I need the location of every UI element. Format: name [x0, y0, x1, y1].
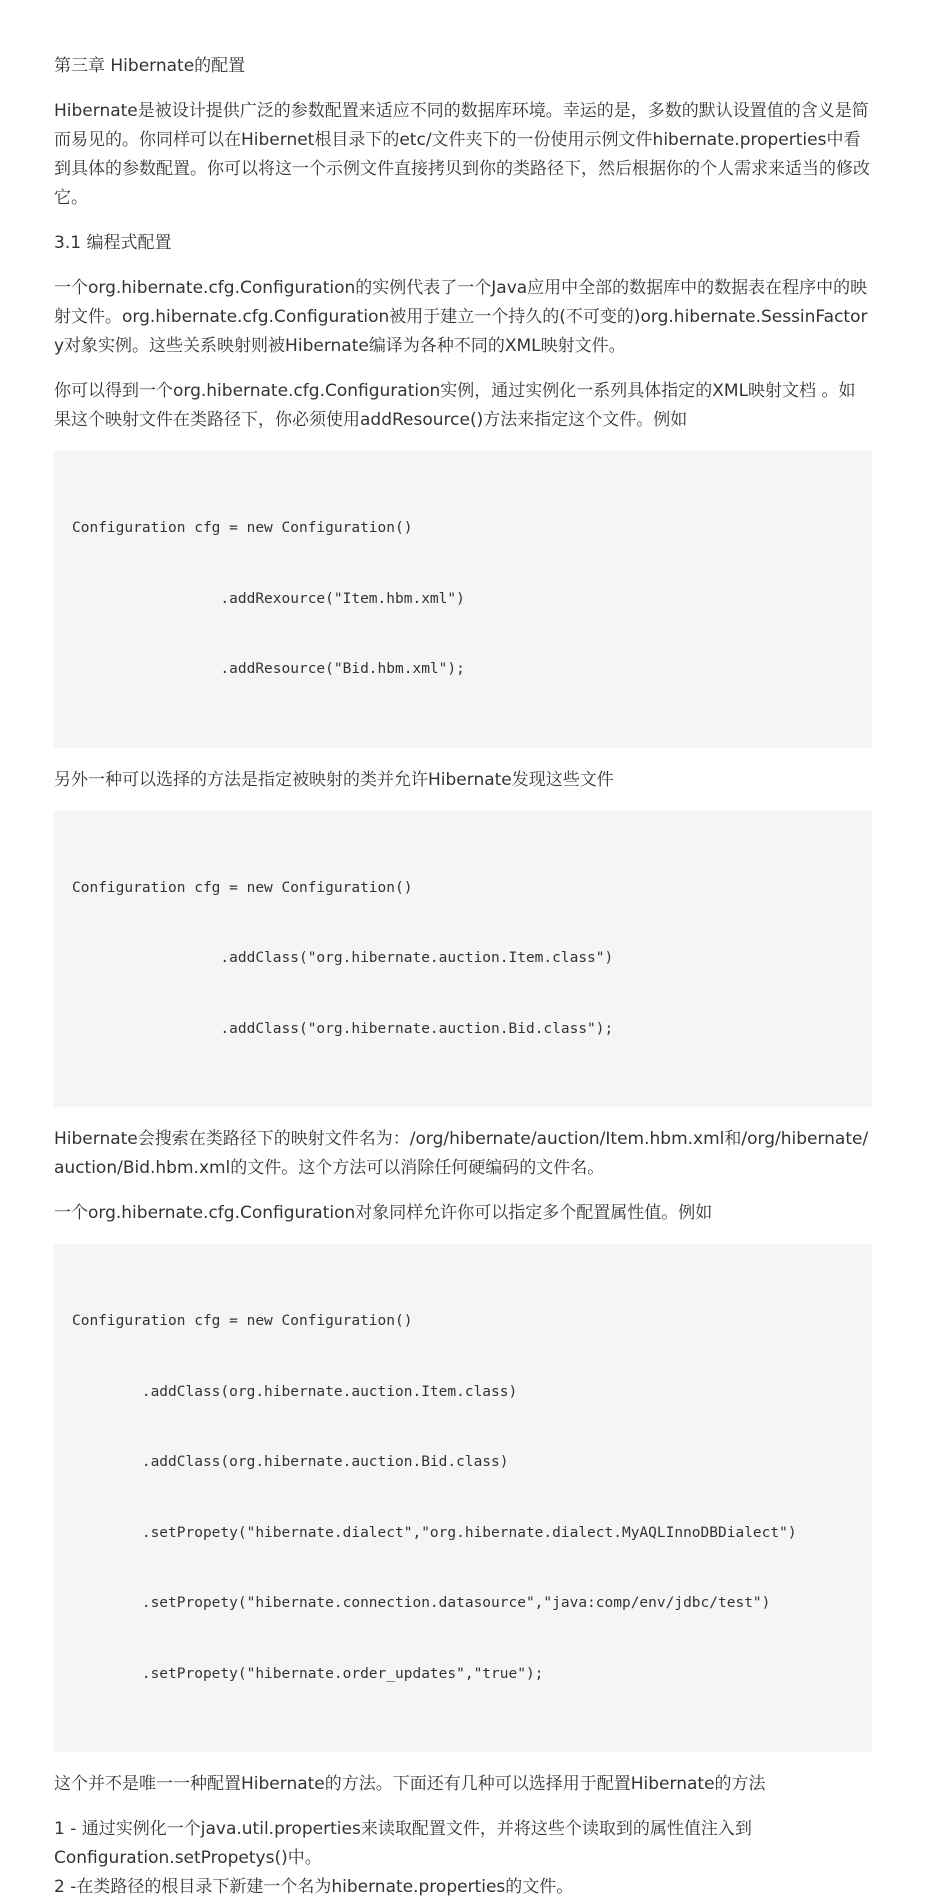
- code-line: .setPropety("hibernate.dialect","org.hibernate.dialect.MyAQLInnoDBDialect"): [72, 1524, 797, 1541]
- code-line: .addResource("Bid.hbm.xml");: [72, 661, 465, 677]
- code-line: .addRexource("Item.hbm.xml"): [72, 590, 465, 607]
- configuration-paragraph: 一个org.hibernate.cfg.Configuration的实例代表了一个Java应用中全部的数据库中的数据表在程序中的映射文件。org.hibernate.cfg.Configuration被用于建立一个持久的(不可变的)org.hibernate.SessinFactory对象实例。这些关系映射则被Hibernate编译为各种不同的XML映射文件。: [54, 278, 868, 356]
- code-line: Configuration cfg = new Configuration(): [72, 879, 413, 896]
- code-line: .addClass("org.hibernate.auction.Item.class"): [72, 950, 614, 966]
- code-line: .addClass("org.hibernate.auction.Bid.class");: [72, 1020, 614, 1037]
- list-item: 2 -在类路径的根目录下新建一个名为hibernate.properties的文件。: [54, 1877, 574, 1897]
- code-line: .addClass(org.hibernate.auction.Bid.class): [72, 1454, 509, 1470]
- options-list: [54, 1815, 872, 1902]
- add-resource-paragraph: 你可以得到一个org.hibernate.cfg.Configuration实例，通过实例化一系列具体指定的XML映射文档 。如果这个映射文件在类路径下，你必须使用addResource()方法来指定这个文件。例如: [54, 381, 856, 430]
- properties-paragraph: 一个org.hibernate.cfg.Configuration对象同样允许你可以指定多个配置属性值。例如: [54, 1203, 713, 1223]
- chapter-title: 第三章 Hibernate的配置: [54, 56, 246, 76]
- code-block-add-resource: [54, 451, 872, 748]
- code-line: Configuration cfg = new Configuration(): [72, 520, 413, 536]
- add-class-paragraph: 另外一种可以选择的方法是指定被映射的类并允许Hibernate发现这些文件: [54, 769, 614, 790]
- section-title: 3.1 编程式配置: [54, 233, 172, 253]
- code-line: .addClass(org.hibernate.auction.Item.class): [72, 1383, 518, 1400]
- other-ways-paragraph: 这个并不是唯一一种配置Hibernate的方法。下面还有几种可以选择用于配置Hibernate的方法: [54, 1774, 766, 1794]
- code-block-properties: [54, 1244, 872, 1752]
- code-line: .setPropety("hibernate.connection.datasource","java:comp/env/jdbc/test"): [72, 1595, 771, 1611]
- list-item: 1 - 通过实例化一个java.util.properties来读取配置文件，并将这些个读取到的属性值注入到Configuration.setPropetys()中。: [54, 1819, 752, 1868]
- document-page: [54, 52, 872, 1902]
- code-block-add-class: [54, 811, 872, 1108]
- code-line: .setPropety("hibernate.order_updates","true");: [72, 1665, 544, 1682]
- code-line: Configuration cfg = new Configuration(): [72, 1313, 413, 1329]
- search-paragraph: Hibernate会搜索在类路径下的映射文件名为：/org/hibernate/auction/Item.hbm.xml和/org/hibernate/auction/Bid.hbm.xml的文件。这个方法可以消除任何硬编码的文件名。: [54, 1129, 869, 1178]
- intro-paragraph: Hibernate是被设计提供广泛的参数配置来适应不同的数据库环境。幸运的是，多数的默认设置值的含义是简而易见的。你同样可以在Hibernet根目录下的etc/文件夹下的一份使用示例文件hibernate.properties中看到具体的参数配置。你可以将这一个示例文件直接拷贝到你的类路径下，然后根据你的个人需求来适当的修改它。: [54, 101, 870, 208]
